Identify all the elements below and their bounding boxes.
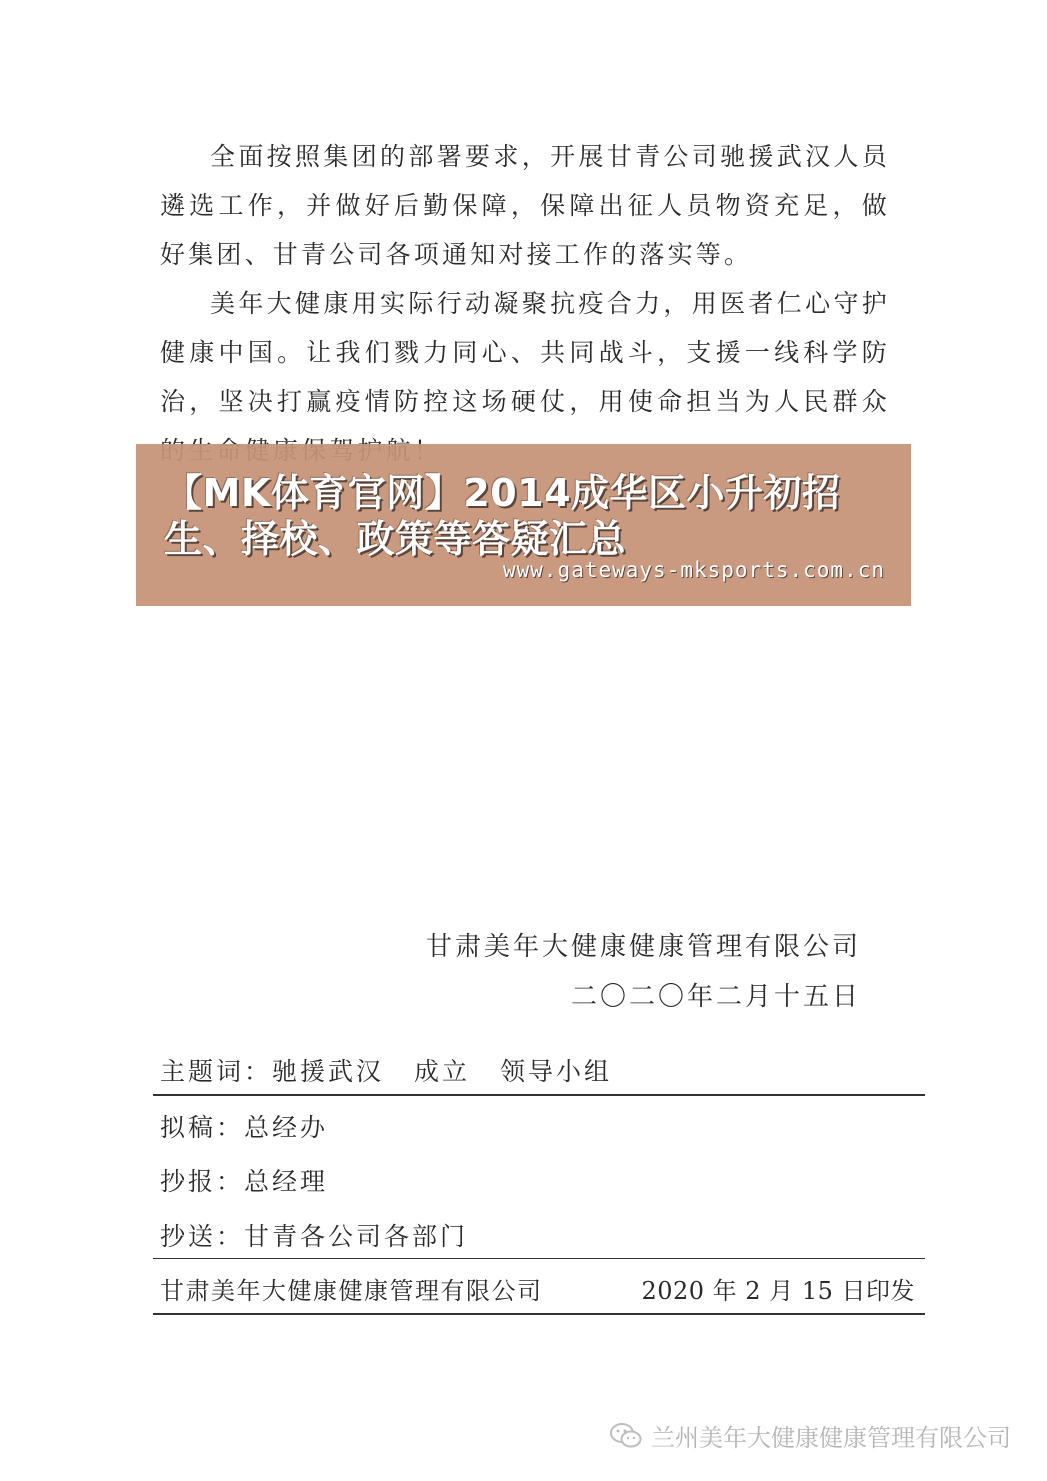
drafter-row: 拟稿：总经办 (160, 1113, 329, 1142)
divider (153, 1258, 925, 1259)
wechat-icon (609, 1422, 643, 1450)
keywords-label: 主题词： (160, 1057, 273, 1086)
keyword: 领导小组 (500, 1057, 613, 1086)
body-paragraph: 美年大健康用实际行动凝聚抗疫合力，用医者仁心守护健康中国。让我们戮力同心、共同战斗，支援一线科学防治，坚决打赢疫情防控这场硬仗，用使命担当为人民群众 (160, 289, 890, 416)
body-paragraph: 全面按照集团的部署要求，开展甘青公司驰援武汉人员遴选工作，并做好后勤保障，保障出征人员物资充足，做好集团、甘青公司各项通知对接工作的落实等。 (160, 142, 890, 269)
keyword: 驰援武汉 (272, 1057, 385, 1086)
footer-company: 甘肃美年大健康健康管理有限公司 (160, 1277, 543, 1305)
keywords-row (160, 1052, 612, 1088)
banner-title[interactable]: 【MK体育官网】2014成华区小升初招生、择校、政策等答疑汇总 (164, 471, 841, 561)
divider (153, 1094, 925, 1096)
divider (153, 1313, 925, 1315)
document-body (160, 132, 890, 475)
signature-company: 甘肃美年大健康健康管理有限公司 (425, 932, 861, 962)
banner-url[interactable]: www.gateways-mksports.com.cn (502, 558, 885, 582)
copy-to-row: 抄送：甘青各公司各部门 (160, 1222, 469, 1251)
watermark-text: 兰州美年大健康健康管理有限公司 (651, 1424, 1011, 1452)
article-banner[interactable] (136, 444, 911, 606)
footer-print-date: 2020 年 2 月 15 日印发 (641, 1277, 915, 1305)
keyword: 成立 (414, 1057, 471, 1086)
watermark (609, 1418, 1011, 1453)
report-to-row: 抄报：总经理 (160, 1167, 329, 1196)
signature-date: 二〇二〇年二月十五日 (570, 982, 861, 1012)
